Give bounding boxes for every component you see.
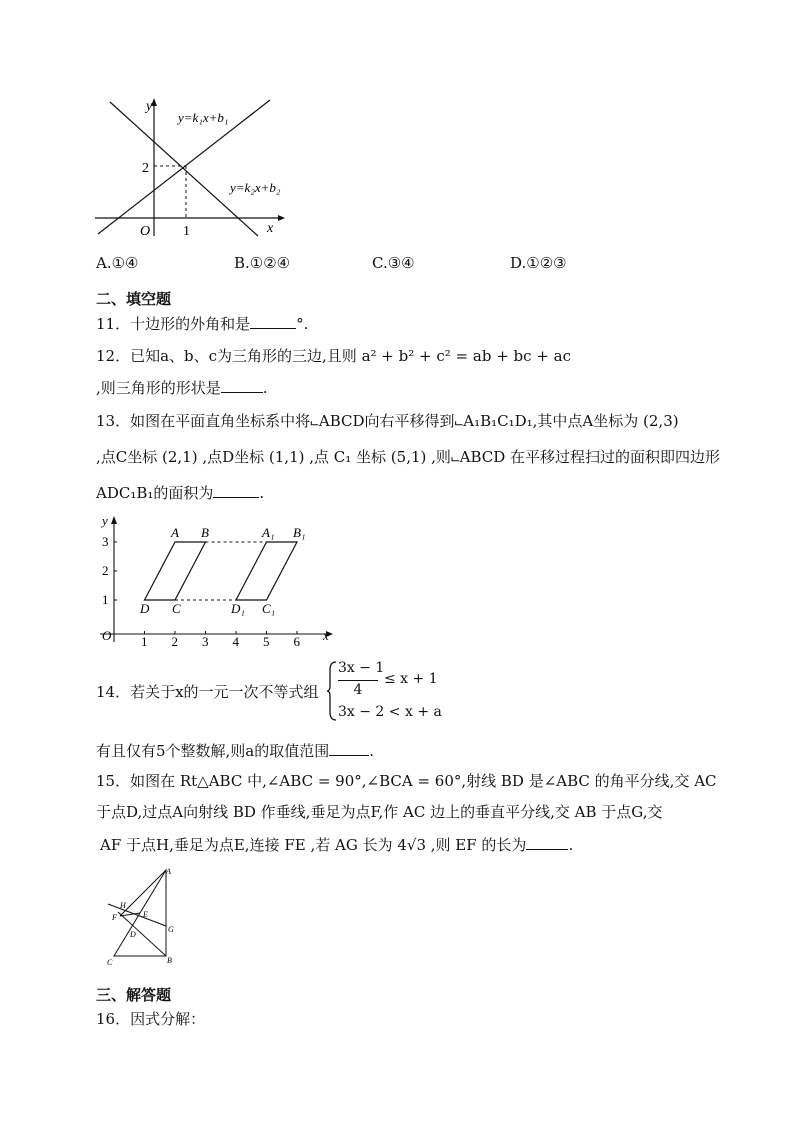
x-tick-4: 4 <box>232 634 239 646</box>
x-tick-2: 2 <box>171 634 178 646</box>
y-tick-3: 3 <box>102 534 109 549</box>
origin-label: O <box>140 224 151 239</box>
q13-line3-text: ADC₁B₁的面积为 <box>96 484 214 502</box>
q13-number: 13． <box>96 412 131 430</box>
line2-label: y=k₂x+b₂ <box>230 180 281 195</box>
q14-brace <box>326 660 338 722</box>
option-c: C.③④ <box>372 254 415 272</box>
x-axis-label: x <box>267 221 274 236</box>
line1-label: y=k₁x+b₁ <box>178 110 229 125</box>
point-a1-label: A₁ <box>262 525 275 540</box>
x-tick-6: 6 <box>293 634 300 646</box>
point-a-label: A <box>166 867 171 876</box>
point-d-label: D <box>130 930 136 939</box>
q14-frac-den: 4 <box>353 682 363 698</box>
figure-parallelograms <box>94 512 336 646</box>
point-b-label: B <box>201 525 209 540</box>
q13-tail: . <box>259 484 265 502</box>
point-d-label: D <box>140 601 150 616</box>
point-h-label: H <box>120 901 126 910</box>
q12-number: 12． <box>96 347 131 365</box>
y-tick-2: 2 <box>102 563 109 578</box>
q16-text: 因式分解： <box>130 1010 206 1028</box>
q15-line3-text: AF 于点H,垂足为点E,连接 FE ,若 AG 长为 4√3 ,则 EF 的长为 <box>100 836 527 854</box>
point-c-label: C <box>172 601 181 616</box>
y-axis-arrow-icon <box>111 516 117 524</box>
parallelogram-a1b1c1d1 <box>236 542 297 600</box>
question-16 <box>96 1008 205 1029</box>
question-13 <box>96 410 679 431</box>
x-axis-arrow-icon <box>278 215 285 221</box>
q12-text: 已知a、b、c为三角形的三边,且则 a² + b² + c² = ab + bc + ac <box>130 347 571 365</box>
question-14-line2 <box>96 740 374 761</box>
q12-answer-blank[interactable] <box>221 377 263 393</box>
figure-triangle <box>100 862 190 970</box>
question-13-line2: ,点C坐标 (2,1) ,点D坐标 (1,1) ,点 C₁ 坐标 (5,1) ,则⨽ABCD 在平移过程扫过的面积即四边形 <box>96 448 721 466</box>
q14-tail: . <box>369 742 375 760</box>
figure-two-lines <box>90 92 290 242</box>
x-tick-5: 5 <box>263 634 270 646</box>
question-15-line3 <box>100 834 573 855</box>
option-d: D.①②③ <box>510 254 567 272</box>
q11-text: 十边形的外角和是 <box>130 315 251 333</box>
q14-line2-text: 有且仅有5个整数解,则a的取值范围 <box>96 742 330 760</box>
point-g-label: G <box>168 925 174 934</box>
q15-answer-blank[interactable] <box>526 834 568 850</box>
q11-number: 11． <box>96 315 131 333</box>
x-tick-1: 1 <box>141 634 148 646</box>
bisector-bd <box>118 912 166 956</box>
q12-tail: . <box>262 379 268 397</box>
x-tick-3: 3 <box>202 634 209 646</box>
y-axis-label: y <box>102 513 108 528</box>
point-b1-label: B₁ <box>293 525 306 540</box>
tick-x-label: 1 <box>183 224 190 239</box>
question-12 <box>96 345 571 366</box>
point-f-label: F <box>112 913 117 922</box>
point-c1-label: C₁ <box>262 601 276 616</box>
q14-text: 若关于x的一元一次不等式组 <box>130 683 319 701</box>
question-15 <box>96 770 717 791</box>
q13-answer-blank[interactable] <box>213 482 259 498</box>
question-11 <box>96 313 308 334</box>
point-e-label: E <box>143 910 148 919</box>
y-axis-label: y <box>146 99 153 114</box>
parallelogram-abcd <box>145 542 206 600</box>
q14-ineq1-rhs: ≤ x + 1 <box>384 671 438 687</box>
q15-tail: . <box>568 836 574 854</box>
section-heading-solutions: 三、解答题 <box>96 986 172 1004</box>
point-a-label: A <box>171 525 179 540</box>
question-13-line3 <box>96 482 264 503</box>
question-12-line2 <box>96 377 268 398</box>
point-d1-label: D₁ <box>231 601 245 616</box>
y-tick-1: 1 <box>102 592 109 607</box>
tick-y-label: 2 <box>142 161 149 176</box>
origin-label: O <box>102 628 112 643</box>
x-axis-label: x <box>323 628 329 643</box>
q14-number: 14． <box>96 683 131 701</box>
point-b-label: B <box>167 956 172 965</box>
option-a: A.①④ <box>96 254 139 272</box>
q14-ineq2: 3x − 2 < x + a <box>338 704 442 720</box>
q12-line2-text: ,则三角形的形状是 <box>96 379 221 397</box>
q14-answer-blank[interactable] <box>329 740 369 756</box>
point-c-label: C <box>107 958 113 967</box>
question-15-line2: 于点D,过点A向射线 BD 作垂线,垂足为点F,作 AC 边上的垂直平分线,交 AB 于点G,交 <box>96 803 663 821</box>
q16-number: 16． <box>96 1010 131 1028</box>
q13-line1: 如图在平面直角坐标系中将⨽ABCD向右平移得到⨽A₁B₁C₁D₁,其中点A坐标为 (2,3) <box>130 412 679 430</box>
q14-frac-num: 3x − 1 <box>338 660 385 676</box>
q15-line1: 如图在 Rt△ABC 中,∠ABC = 90°,∠BCA = 60°,射线 BD 是∠ABC 的角平分线,交 AC <box>130 772 717 790</box>
q11-tail: °. <box>296 315 309 333</box>
option-b: B.①②④ <box>234 254 291 272</box>
q11-answer-blank[interactable] <box>250 313 296 329</box>
q15-number: 15． <box>96 772 131 790</box>
section-heading-fill-in: 二、填空题 <box>96 290 172 308</box>
question-14 <box>96 681 319 702</box>
